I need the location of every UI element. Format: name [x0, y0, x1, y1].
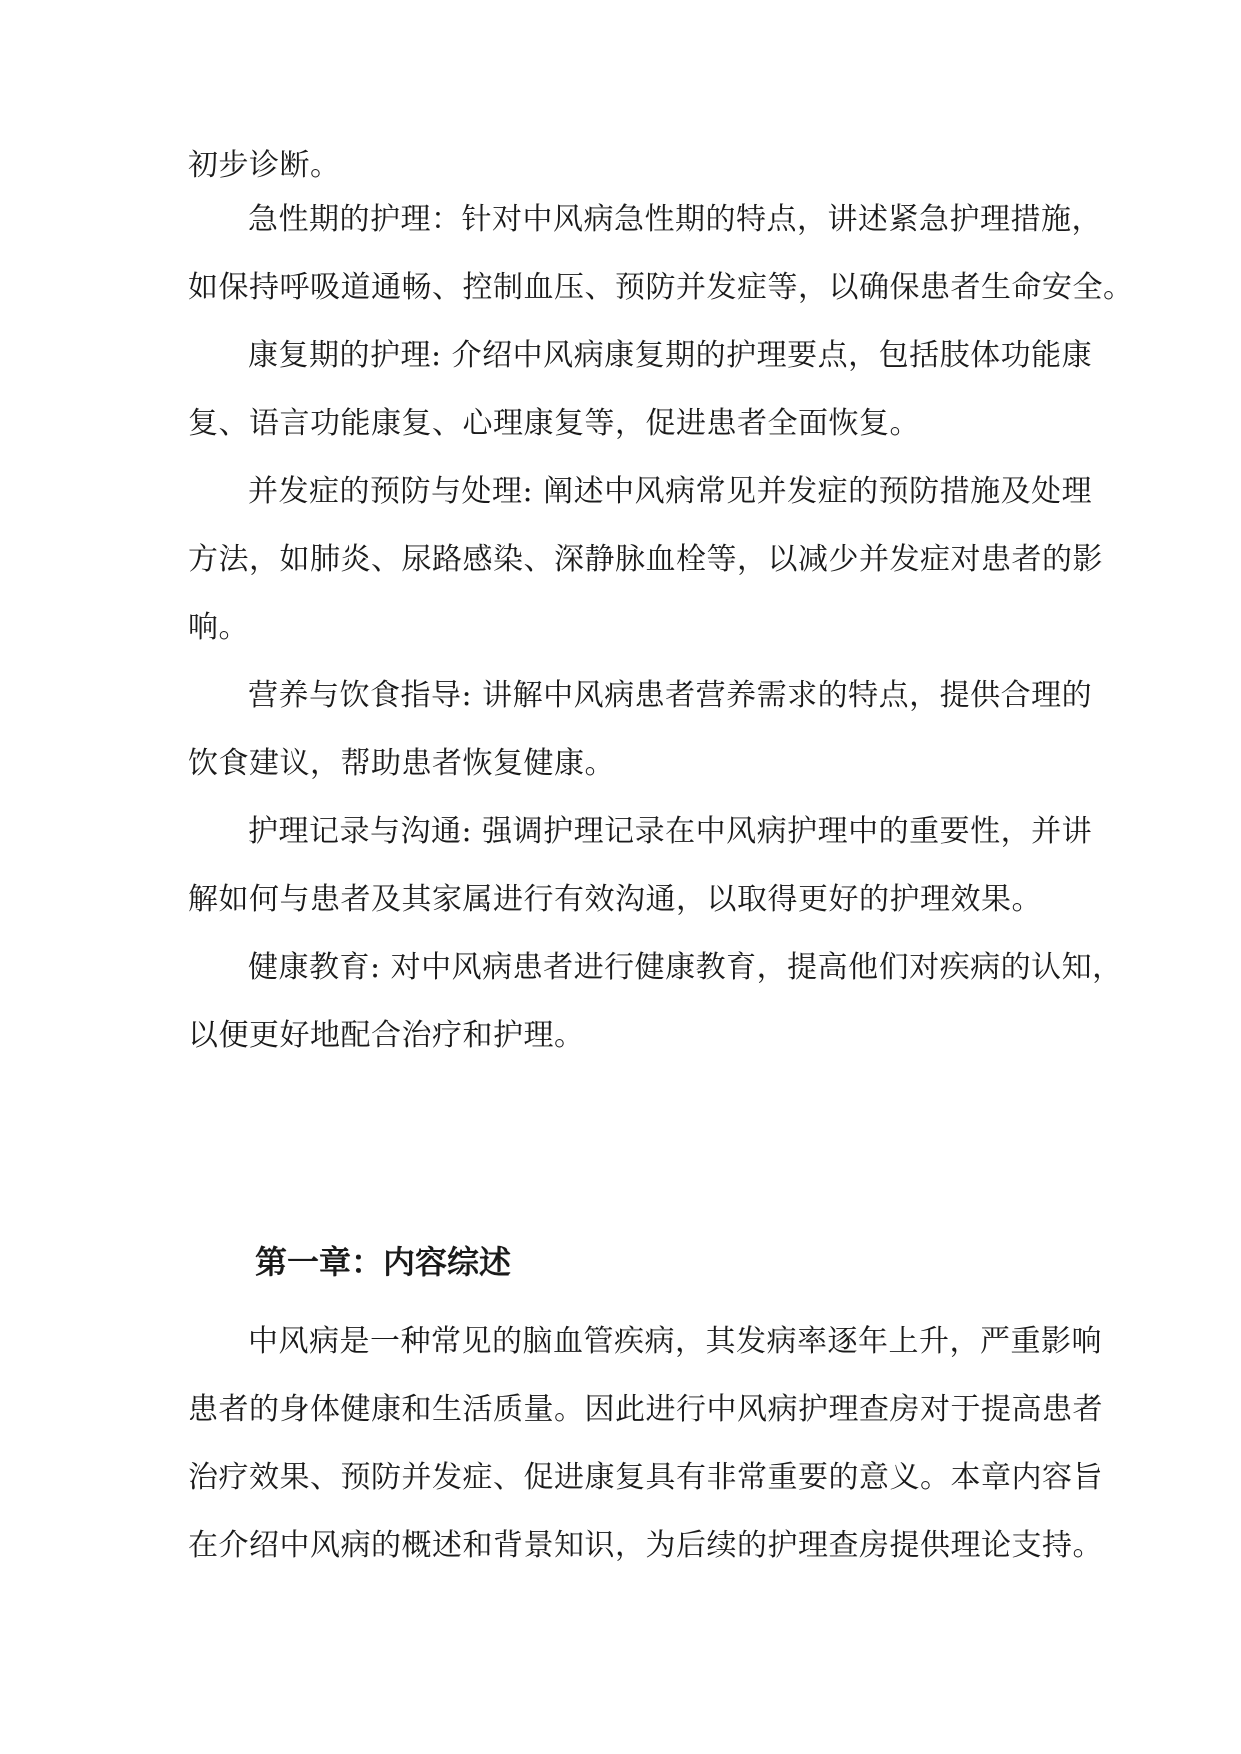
paragraph-line: 中风病是一种常见的脑血管疾病，其发病率逐年上升，严重影响 — [248, 1324, 1102, 1359]
paragraph-line: 健康教育: 对中风病患者进行健康教育，提高他们对疾病的认知， — [248, 950, 1123, 985]
paragraph-line: 方法，如肺炎、尿路感染、深静脉血栓等，以减少并发症对患者的影 — [188, 542, 1103, 577]
paragraph-line: 以便更好地配合治疗和护理。 — [188, 1018, 585, 1053]
paragraph-line: 急性期的护理：针对中风病急性期的特点，讲述紧急护理措施， — [248, 202, 1102, 237]
paragraph-line: 复、语言功能康复、心理康复等，促进患者全面恢复。 — [188, 406, 920, 441]
paragraph-line: 治疗效果、预防并发症、促进康复具有非常重要的意义。本章内容旨 — [188, 1460, 1103, 1495]
paragraph-line: 在介绍中风病的概述和背景知识，为后续的护理查房提供理论支持。 — [188, 1528, 1103, 1563]
paragraph-line: 饮食建议，帮助患者恢复健康。 — [188, 746, 615, 781]
paragraph-line: 患者的身体健康和生活质量。因此进行中风病护理查房对于提高患者 — [188, 1392, 1103, 1427]
chapter-heading: 第一章：内容综述 — [255, 1243, 512, 1281]
paragraph-line: 初步诊断。 — [188, 148, 341, 183]
paragraph-line: 并发症的预防与处理: 阐述中风病常见并发症的预防措施及处理 — [248, 474, 1093, 509]
paragraph-line: 康复期的护理: 介绍中风病康复期的护理要点，包括肢体功能康 — [248, 338, 1093, 373]
paragraph-line: 护理记录与沟通: 强调护理记录在中风病护理中的重要性，并讲 — [248, 814, 1093, 849]
paragraph-line: 如保持呼吸道通畅、控制血压、预防并发症等，以确保患者生命安全。 — [188, 270, 1134, 305]
paragraph-line: 营养与饮食指导: 讲解中风病患者营养需求的特点，提供合理的 — [248, 678, 1093, 713]
paragraph-line: 响。 — [188, 610, 249, 645]
paragraph-line: 解如何与患者及其家属进行有效沟通，以取得更好的护理效果。 — [188, 882, 1042, 917]
